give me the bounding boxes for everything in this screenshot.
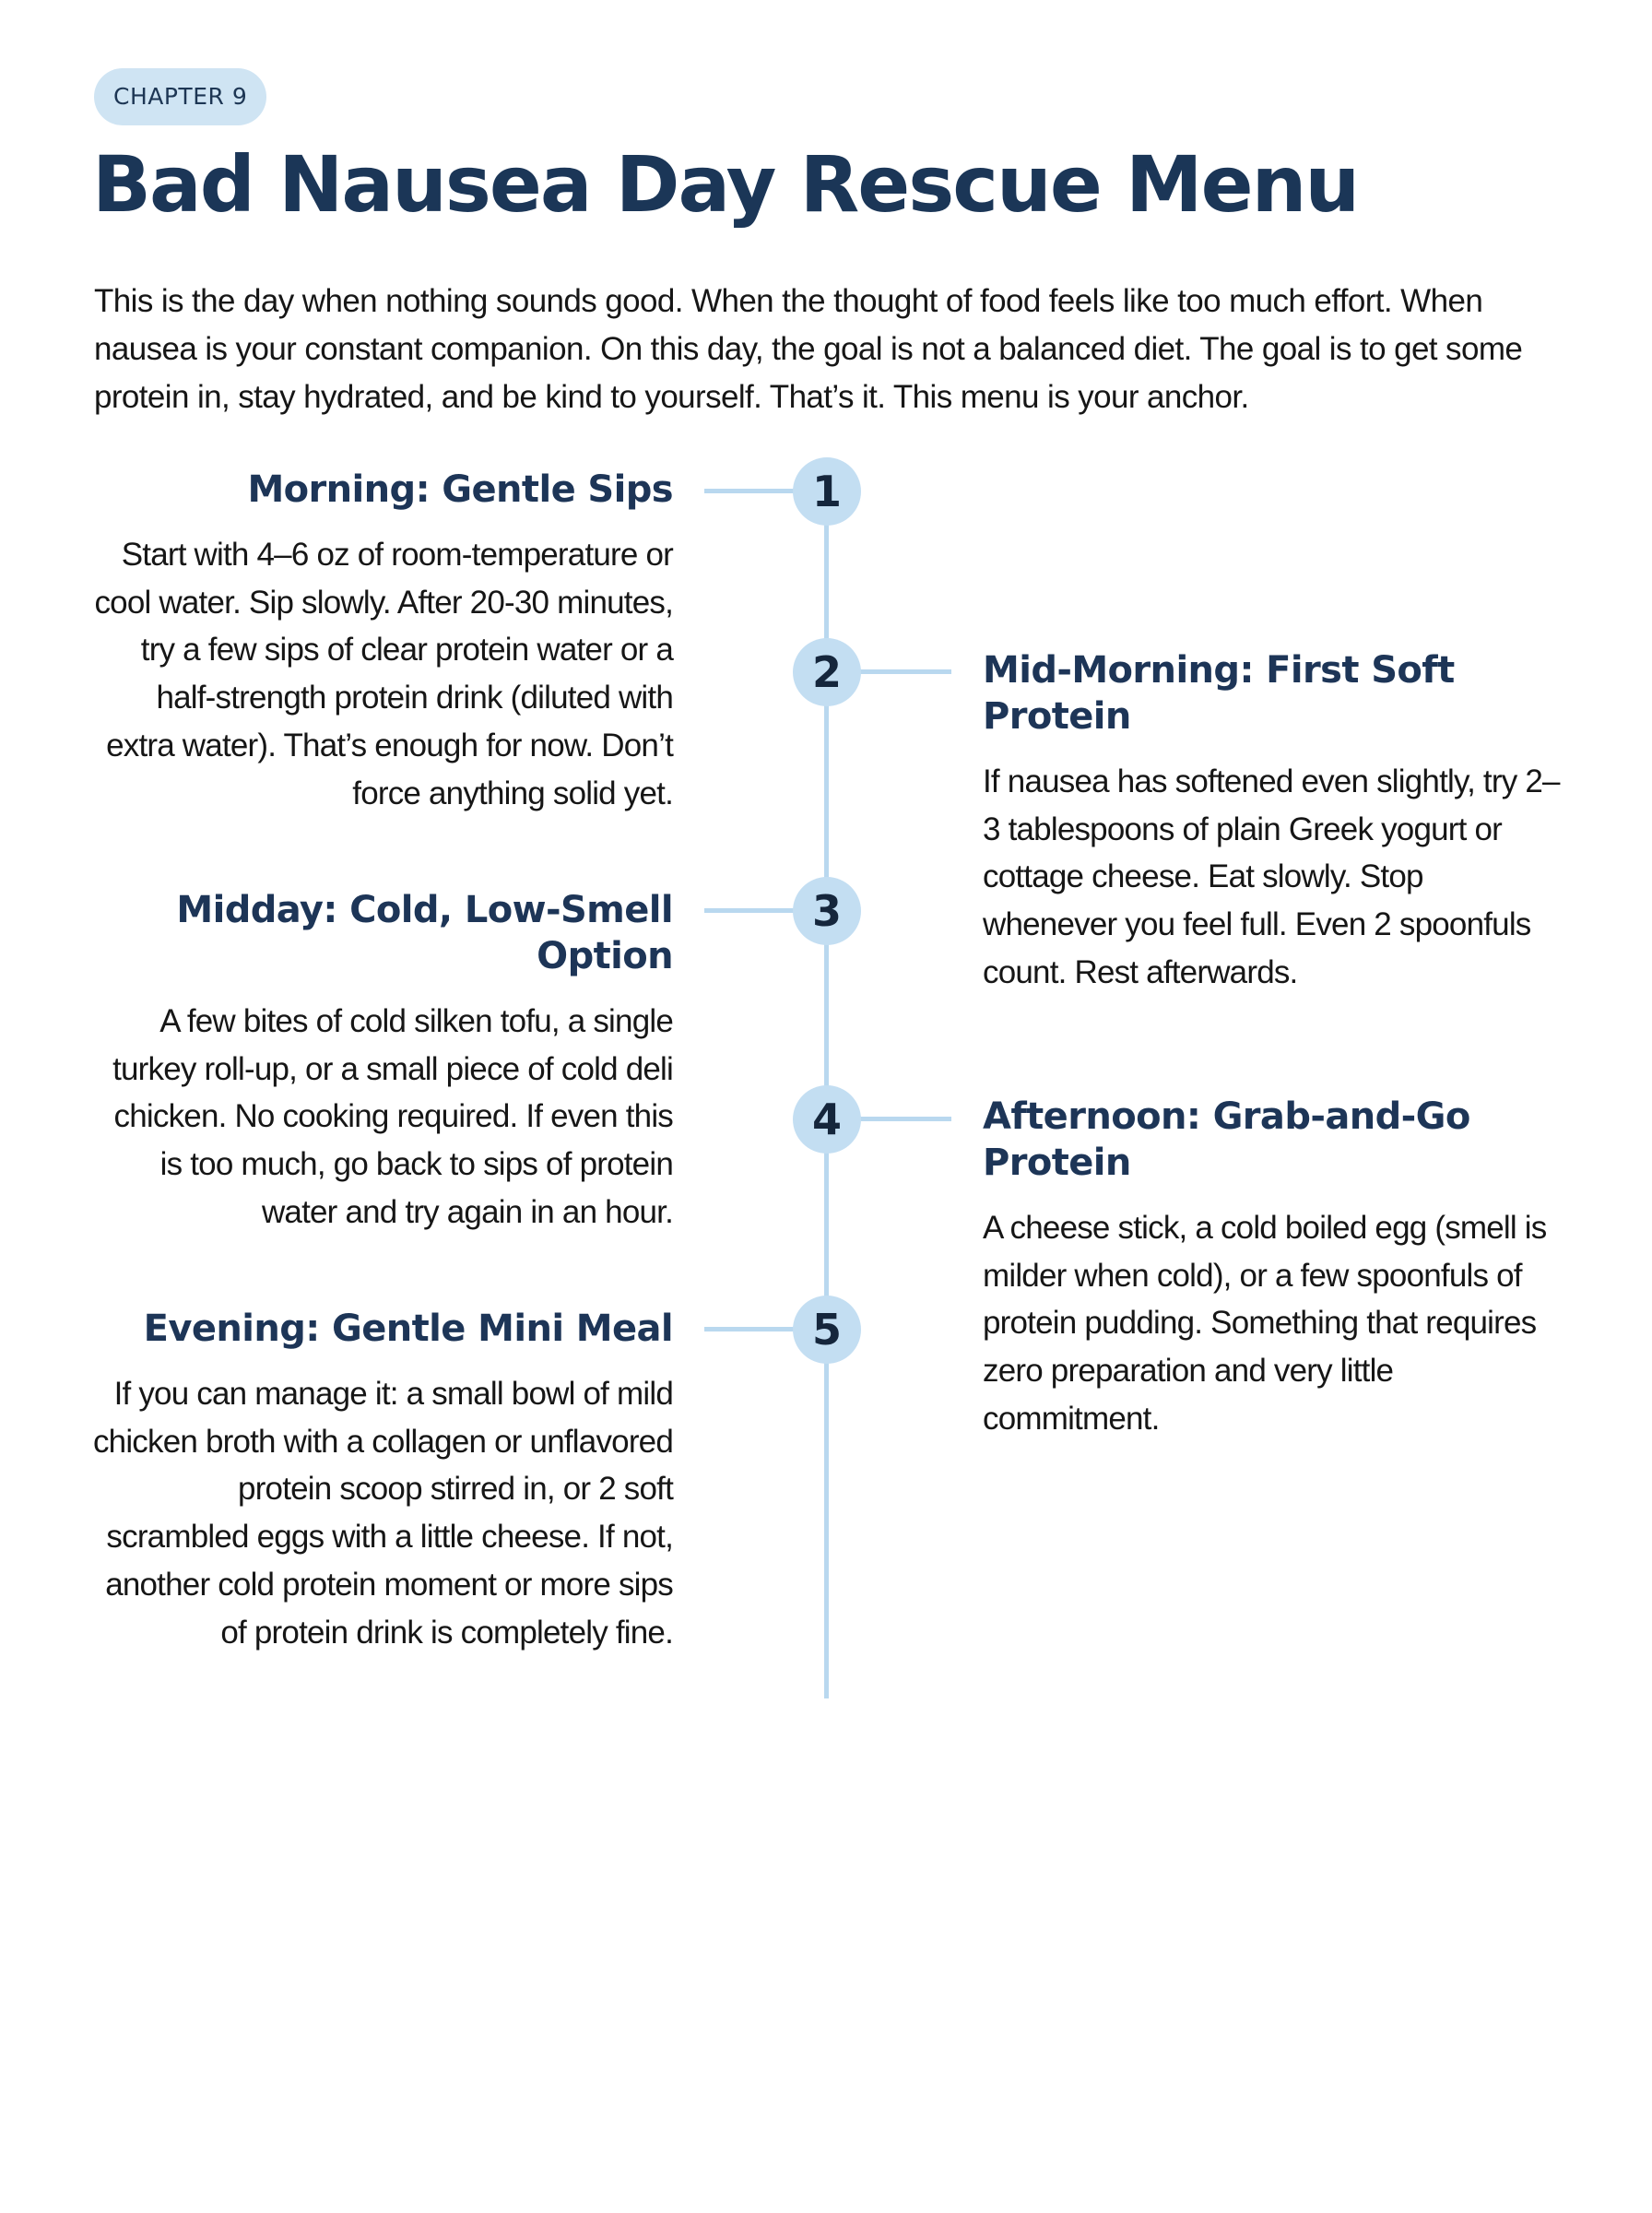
step-number-circle: 4 [793,1085,861,1154]
entry-title: Midday: Cold, Low-Smell Option [176,889,673,977]
timeline-connector [704,489,800,493]
timeline-entry [92,887,673,1237]
entry-title: Evening: Gentle Mini Meal [143,1308,673,1350]
entry-title: Afternoon: Grab-and-Go Protein [983,1095,1470,1184]
step-number-circle: 1 [793,457,861,526]
timeline-entry [983,647,1564,997]
timeline-connector [850,1117,951,1121]
timeline-connector [850,669,951,674]
entry-title: Morning: Gentle Sips [247,468,673,511]
entry-body: A cheese stick, a cold boiled egg (smell is milder when cold), or a few spoonfuls of protein pudding. Something that requires zero preparation and very little commitment. [983,1210,1547,1437]
timeline-entry [92,1306,673,1656]
intro-paragraph: This is the day when nothing sounds good. When the thought of food feels like too much effort. When nausea is your constant companion. On this day, the goal is not a balanced diet. The goal is to get some protein in, stay hydrated, and be kind to yourself. That’s it. This menu is your anchor. [94,283,1523,415]
entry-body: If you can manage it: a small bowl of mild chicken broth with a collagen or unflavored protein scoop stirred in, or 2 soft scrambled eggs with a little cheese. If not, another cold protein moment or more sips of protein drink is completely fine. [92,1376,673,1651]
timeline-entry [92,467,673,817]
step-number-circle: 2 [793,638,861,706]
entry-body: If nausea has softened even slightly, try 2–3 tablespoons of plain Greek yogurt or cottage cheese. Eat slowly. Stop whenever you feel full. Even 2 spoonfuls count. Rest afterwards. [983,763,1560,990]
timeline-connector [704,1327,800,1331]
entry-body: Start with 4–6 oz of room-temperature or cool water. Sip slowly. After 20-30 minutes, try a few sips of clear protein water or a half-strength protein drink (diluted with extra water). That’s enough for now. Don’t force anything solid yet. [94,537,673,811]
step-number-circle: 3 [793,877,861,945]
chapter-badge: CHAPTER 9 [94,68,266,125]
timeline-connector [704,908,800,913]
entry-title: Mid-Morning: First Soft Protein [983,649,1455,738]
entry-body: A few bites of cold silken tofu, a single turkey roll-up, or a small piece of cold deli chicken. No cooking required. If even this is too much, go back to sips of protein water and try again in an hour. [112,1003,673,1230]
page-title: Bad Nausea Day Rescue Menu [92,139,1359,230]
timeline-entry [983,1094,1564,1443]
step-number-circle: 5 [793,1296,861,1364]
